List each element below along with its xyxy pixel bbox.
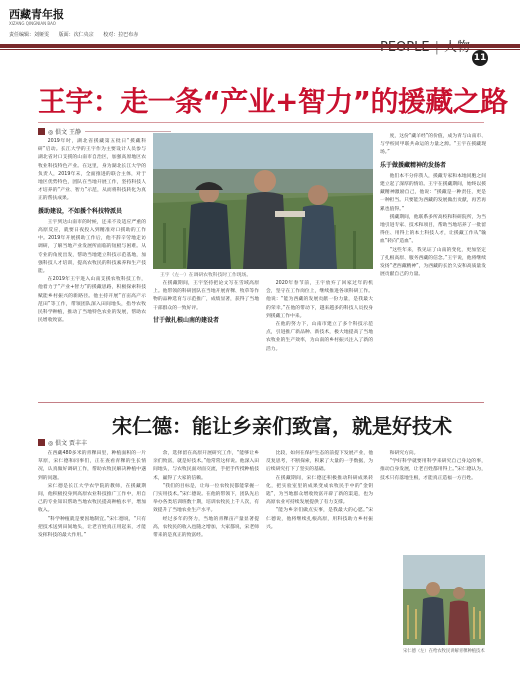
subheading: 甘于做扎根山南的建设者 <box>153 316 220 324</box>
body-paragraph: 在援藏期间，宋仁德还积极推动科研成果转化，把实验室里的成果变成农牧民手中的“金钥匙”，为当地群众增收致富开辟了新的渠道，也为高原农业可持续发展提供了有力支撑。 <box>266 475 373 506</box>
body-paragraph: 援藏期间，他联系多所高校和科研院所，为当地引进专家、技术和项目，帮助当地培养了一批留得住、用得上的本土科技人才，让援藏工作从“输血”转向“造血”。 <box>380 214 486 245</box>
body-paragraph: 在他的努力下，山南市建立了多个科技示范点，引进推广新品种、新技术，极大地提高了当地农牧业的生产效率，为山南的乡村振兴注入了新的活力。 <box>266 322 373 352</box>
article1-byline <box>38 127 171 136</box>
body-paragraph: “我们的目标是，让每一位农牧民都能掌握一门实用技术。”宋仁德说。在他的带领下，团队先后举办各类培训班数十期，培训农牧民上千人次，有效提升了当地农业生产水平。 <box>153 483 259 514</box>
proofreader-line: 校对：拉巴布赤 <box>103 32 139 38</box>
editor-line: 责任编辑：刘娅雯 <box>9 32 50 38</box>
headline-rule <box>38 122 484 123</box>
article2-column-2 <box>153 450 259 694</box>
byline-rule <box>85 131 171 132</box>
page-header <box>0 0 520 62</box>
article1-photo-caption: 王宇（左一）在调研农牧科技时工作现场。 <box>160 273 252 278</box>
body-paragraph: “学好科学就要用科学来研究自己身边的事，推动自身发展，让老百姓都用得上。”宋仁德认为，技术只有落地生根，才能真正造福一方百姓。 <box>380 459 486 481</box>
body-paragraph: 他们本不分你我人，援藏专家和本地同胞之间建立起了深厚的情谊。王宇在援藏期间，始终以援藏精神激励自己，他说：“援藏是一种责任，更是一种担当。只要能为西藏的发展做出贡献，再苦再累也值得。” <box>380 173 486 212</box>
header-rule-thick <box>0 44 520 48</box>
body-paragraph: 宋仁德是长江大学农学院的教师，在援藏期间，他积极投身到高原农业科技推广工作中，用自己的专业知识帮助当地农牧民提高种植水平，增加收入。 <box>38 483 146 514</box>
newspaper-brand: 西藏青年报 <box>9 8 64 21</box>
article1-column-4 <box>380 133 486 397</box>
article2-headline: 宋仁德：能让乡亲们致富，就是好技术 <box>112 414 452 438</box>
page-number-badge: 11 <box>472 50 488 66</box>
article2-column-4 <box>380 450 486 550</box>
article-divider <box>38 402 484 403</box>
layout-line: 版面：次仁央宗 <box>58 32 94 38</box>
article2-column-1 <box>38 450 146 694</box>
byline-marker-icon <box>38 439 45 446</box>
body-paragraph: 和研究方向。 <box>389 451 419 456</box>
article1-headline: 王宇：走一条“产业+智力”的援藏之路 <box>38 85 508 118</box>
body-paragraph: 度，这份“藏羊经”的价值，成为青与山南市、与学校同甲联共命运的力量之源。“王宇在援藏现场。” <box>380 134 486 156</box>
subheading: 援助建设，不如援个科技特派员 <box>38 207 123 215</box>
body-paragraph: “能为乡亲们做点实事，是我最大的心愿。”宋仁德说，他将继续扎根高原，用科技助力乡村振兴。 <box>266 508 373 530</box>
byline-marker-icon <box>38 128 45 135</box>
body-paragraph: 在2019年王宇进入山南支援农牧科技工作，他着力于“产业+智力”的援藏思路，积极探索科技赋能乡村振兴的新路径。他主持开展“百亩高产示范田”等工作，带领团队深入田间地头，指导农牧民科学种植，推动了当地特色农业的发展，帮助农民增收致富。 <box>38 277 146 324</box>
body-paragraph: “科学种植就是要因地制宜。”宋仁德说，“只有把技术送到田间地头，让老百姓真正用起来，才能发挥科技的最大作用。” <box>38 516 146 539</box>
editor-meta <box>9 31 146 38</box>
body-paragraph: 2019年时，湖北省援藏第五批日“援藏科研”启动。长江大学的王宇作为主要设计人员参与湖北省对口支援的山南市自治区，加强高原地区农牧业科技特色产业。在这里，身为湖北长江大学的负责人，2019年末，全面推进的联合主体，对于地区优势特色，团队在当地开展工作，坚持科技人才培养的“产业、智力”示范，从而将科技转化为真正的帮扶成果。 <box>38 139 146 202</box>
body-paragraph: 在西藏480多米的青稞田里，种植面积的一片草原，宋仁德和同事们，正在查看青稞的生长情况，认真做好调研工作，帮助农牧民解决种植中遇到的问题。 <box>38 451 146 481</box>
body-paragraph: 在援藏期间，王宇坚持把论文写在雪域高原上。他带领的科研团队在当地开展青稞、牧草等作物的品种选育与示范推广，成绩显著，获得了当地干部群众的一致好评。 <box>153 281 259 311</box>
article1-column-1 <box>38 138 146 396</box>
article1-column-3b <box>266 280 373 398</box>
header-rule-thin <box>0 49 520 50</box>
article1-photo <box>153 133 373 269</box>
article2-byline <box>38 438 87 447</box>
farmer-training-photo <box>403 555 485 645</box>
body-paragraph: 2020年春节前，王宇放弃了回家过年的机会，坚守在工作岗位上，继续推进各项科研工作。他说：“能为西藏的发展贡献一份力量，是我最大的荣幸。”在他的带动下，越来越多的科技人员投身到援藏工作中来。 <box>266 281 373 319</box>
newspaper-brand-subtitle: XIZANG QINGNIAN BAO <box>9 21 56 26</box>
article2-photo <box>403 555 485 645</box>
body-paragraph: 比较，如何在保护生态的前提下发展产业，他反复思考，不断探索，积累了大量的一手数据，为后续研究打下了坚实的基础。 <box>266 451 373 473</box>
body-paragraph: 经过多年的努力，当地的青稞亩产量显著提高，农牧民的收入也随之增加，大家都说，宋老师带来的是真正的致富经。 <box>153 516 259 539</box>
body-paragraph: “这些年来，我见证了山南的变化，更加坚定了扎根高原、服务西藏的信念。”王宇说，他将继续发扬“老西藏精神”，为西藏的长治久安和高质量发展贡献自己的力量。 <box>380 247 486 278</box>
body-paragraph: 王宇到达山南市的时候，还来不及适应严重的高原反应，就要日夜投入到精准对口援助的工作中。2019年开展援助工作后，他不辞辛劳地走访调研，了解当地产业发展所面临的短板与困难。从专业的角度出发，帮助当地建立科技示范基地，加强科技人才培训，提高农牧民的科技素养和生产技能。 <box>38 219 146 275</box>
article1-byline-text: ◎ 俱文 王静 <box>48 129 82 136</box>
article2-column-3 <box>266 450 373 694</box>
article2-photo-caption: 宋仁德（左）在给农牧民讲解青稞种植技术 <box>403 649 485 654</box>
article2-byline-text: ◎ 俱文 贾丰丰 <box>48 440 88 447</box>
body-paragraph: 余，选择留在高原开展研究工作，“能够让乡亲们致富，就是好技术。”他常常这样说。他深入田间地头，与农牧民面对面交流，手把手传授种植技术，赢得了大家的信赖。 <box>153 451 259 481</box>
subheading: 乐于做援藏精神的发扬者 <box>380 161 447 169</box>
article1-column-3 <box>153 280 259 398</box>
field-research-photo <box>153 133 373 269</box>
